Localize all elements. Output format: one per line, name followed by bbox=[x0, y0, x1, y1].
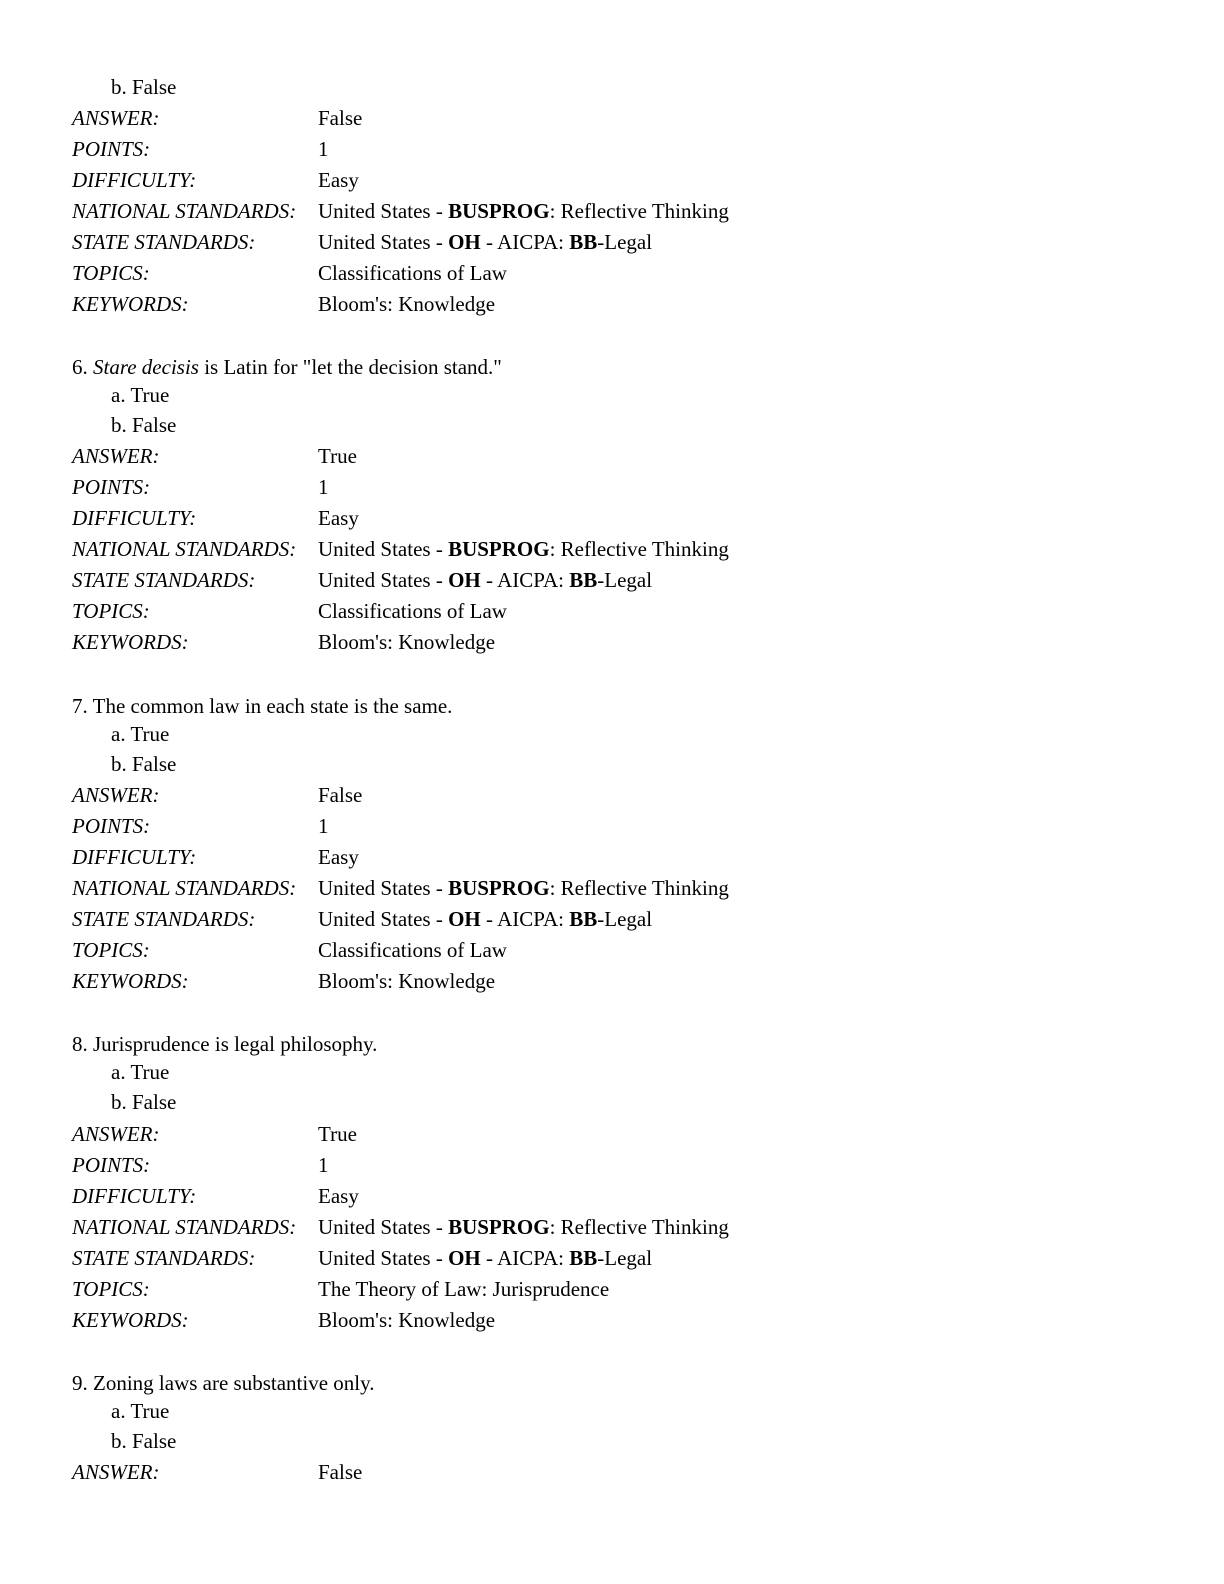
national-suffix: : Reflective Thinking bbox=[549, 1215, 729, 1239]
q8-option-a: a. True bbox=[111, 1060, 170, 1084]
q6-topics-label: TOPICS: bbox=[72, 599, 150, 623]
q9-answer-label: ANSWER: bbox=[72, 1460, 160, 1484]
q6-answer-label: ANSWER: bbox=[72, 444, 160, 468]
state-area: BB bbox=[569, 230, 598, 254]
q6-difficulty-label: DIFFICULTY: bbox=[72, 506, 197, 530]
state-code: OH bbox=[448, 230, 481, 254]
q8-points-label: POINTS: bbox=[72, 1153, 151, 1177]
q6-topics-value: Classifications of Law bbox=[318, 599, 507, 623]
state-mid: - AICPA: bbox=[480, 1246, 570, 1270]
state-prefix: United States - bbox=[318, 907, 449, 931]
q5-points-label: POINTS: bbox=[72, 137, 151, 161]
q5-answer-value: False bbox=[318, 106, 363, 130]
q8-answer-label: ANSWER: bbox=[72, 1122, 160, 1146]
q7-national-label: NATIONAL STANDARDS: bbox=[72, 876, 297, 900]
q5-difficulty-value: Easy bbox=[318, 168, 359, 192]
state-code: OH bbox=[448, 907, 481, 931]
q7-difficulty-value: Easy bbox=[318, 845, 359, 869]
state-code: OH bbox=[448, 1246, 481, 1270]
q9-answer-value: False bbox=[318, 1460, 363, 1484]
state-area: BB bbox=[569, 1246, 598, 1270]
q9-option-b: b. False bbox=[111, 1429, 177, 1453]
state-prefix: United States - bbox=[318, 568, 449, 592]
q8-state-label: STATE STANDARDS: bbox=[72, 1246, 256, 1270]
q8-topics-label: TOPICS: bbox=[72, 1277, 150, 1301]
q6-points-label: POINTS: bbox=[72, 475, 151, 499]
q7-state-value bbox=[318, 904, 652, 935]
q6-stem-rest: is Latin for "let the decision stand." bbox=[198, 355, 502, 379]
q5-national-label: NATIONAL STANDARDS: bbox=[72, 199, 297, 223]
q7-option-a: a. True bbox=[111, 722, 170, 746]
national-prefix: United States - bbox=[318, 199, 449, 223]
national-prefix: United States - bbox=[318, 1215, 449, 1239]
national-code: BUSPROG bbox=[448, 537, 550, 561]
q6-keywords-label: KEYWORDS: bbox=[72, 630, 189, 654]
q5-state-label: STATE STANDARDS: bbox=[72, 230, 256, 254]
national-suffix: : Reflective Thinking bbox=[549, 199, 729, 223]
q7-answer-label: ANSWER: bbox=[72, 783, 160, 807]
state-prefix: United States - bbox=[318, 1246, 449, 1270]
q8-national-value bbox=[318, 1212, 729, 1243]
state-area: BB bbox=[569, 568, 598, 592]
state-suffix: -Legal bbox=[597, 230, 653, 254]
q8-keywords-label: KEYWORDS: bbox=[72, 1308, 189, 1332]
q6-stem bbox=[72, 352, 502, 383]
q8-keywords-value: Bloom's: Knowledge bbox=[318, 1308, 496, 1332]
q5-topics-label: TOPICS: bbox=[72, 261, 150, 285]
q6-answer-value: True bbox=[318, 444, 357, 468]
state-mid: - AICPA: bbox=[480, 568, 570, 592]
q6-option-b: b. False bbox=[111, 413, 177, 437]
q5-difficulty-label: DIFFICULTY: bbox=[72, 168, 197, 192]
q5-points-value: 1 bbox=[318, 137, 329, 161]
q7-answer-value: False bbox=[318, 783, 363, 807]
q8-option-b: b. False bbox=[111, 1090, 177, 1114]
q8-points-value: 1 bbox=[318, 1153, 329, 1177]
q8-difficulty-value: Easy bbox=[318, 1184, 359, 1208]
q7-stem: 7. The common law in each state is the same. bbox=[72, 694, 453, 718]
national-prefix: United States - bbox=[318, 537, 449, 561]
q7-difficulty-label: DIFFICULTY: bbox=[72, 845, 197, 869]
q8-state-value bbox=[318, 1243, 652, 1274]
q7-topics-value: Classifications of Law bbox=[318, 938, 507, 962]
q6-state-value bbox=[318, 565, 652, 596]
q5-option-b: b. False bbox=[111, 75, 177, 99]
q6-national-label: NATIONAL STANDARDS: bbox=[72, 537, 297, 561]
state-mid: - AICPA: bbox=[480, 907, 570, 931]
q6-points-value: 1 bbox=[318, 475, 329, 499]
q7-keywords-label: KEYWORDS: bbox=[72, 969, 189, 993]
q6-option-a: a. True bbox=[111, 383, 170, 407]
q5-keywords-label: KEYWORDS: bbox=[72, 292, 189, 316]
q5-topics-value: Classifications of Law bbox=[318, 261, 507, 285]
q6-difficulty-value: Easy bbox=[318, 506, 359, 530]
q7-topics-label: TOPICS: bbox=[72, 938, 150, 962]
national-suffix: : Reflective Thinking bbox=[549, 537, 729, 561]
q7-points-label: POINTS: bbox=[72, 814, 151, 838]
q5-national-value bbox=[318, 196, 729, 227]
q6-national-value bbox=[318, 534, 729, 565]
q9-stem: 9. Zoning laws are substantive only. bbox=[72, 1371, 375, 1395]
q9-option-a: a. True bbox=[111, 1399, 170, 1423]
national-code: BUSPROG bbox=[448, 876, 550, 900]
q7-option-b: b. False bbox=[111, 752, 177, 776]
q6-state-label: STATE STANDARDS: bbox=[72, 568, 256, 592]
state-suffix: -Legal bbox=[597, 568, 653, 592]
q8-topics-value: The Theory of Law: Jurisprudence bbox=[318, 1277, 610, 1301]
q8-national-label: NATIONAL STANDARDS: bbox=[72, 1215, 297, 1239]
q7-keywords-value: Bloom's: Knowledge bbox=[318, 969, 496, 993]
state-suffix: -Legal bbox=[597, 1246, 653, 1270]
q7-points-value: 1 bbox=[318, 814, 329, 838]
q5-answer-label: ANSWER: bbox=[72, 106, 160, 130]
q7-state-label: STATE STANDARDS: bbox=[72, 907, 256, 931]
state-prefix: United States - bbox=[318, 230, 449, 254]
national-suffix: : Reflective Thinking bbox=[549, 876, 729, 900]
q8-difficulty-label: DIFFICULTY: bbox=[72, 1184, 197, 1208]
state-suffix: -Legal bbox=[597, 907, 653, 931]
q6-number: 6. bbox=[72, 355, 93, 379]
national-code: BUSPROG bbox=[448, 199, 550, 223]
q8-stem: 8. Jurisprudence is legal philosophy. bbox=[72, 1032, 378, 1056]
q6-keywords-value: Bloom's: Knowledge bbox=[318, 630, 496, 654]
national-prefix: United States - bbox=[318, 876, 449, 900]
state-area: BB bbox=[569, 907, 598, 931]
q5-state-value bbox=[318, 227, 652, 258]
q5-keywords-value: Bloom's: Knowledge bbox=[318, 292, 496, 316]
q8-answer-value: True bbox=[318, 1122, 357, 1146]
state-code: OH bbox=[448, 568, 481, 592]
q6-stem-italic: Stare decisis bbox=[93, 355, 199, 379]
national-code: BUSPROG bbox=[448, 1215, 550, 1239]
state-mid: - AICPA: bbox=[480, 230, 570, 254]
q7-national-value bbox=[318, 873, 729, 904]
